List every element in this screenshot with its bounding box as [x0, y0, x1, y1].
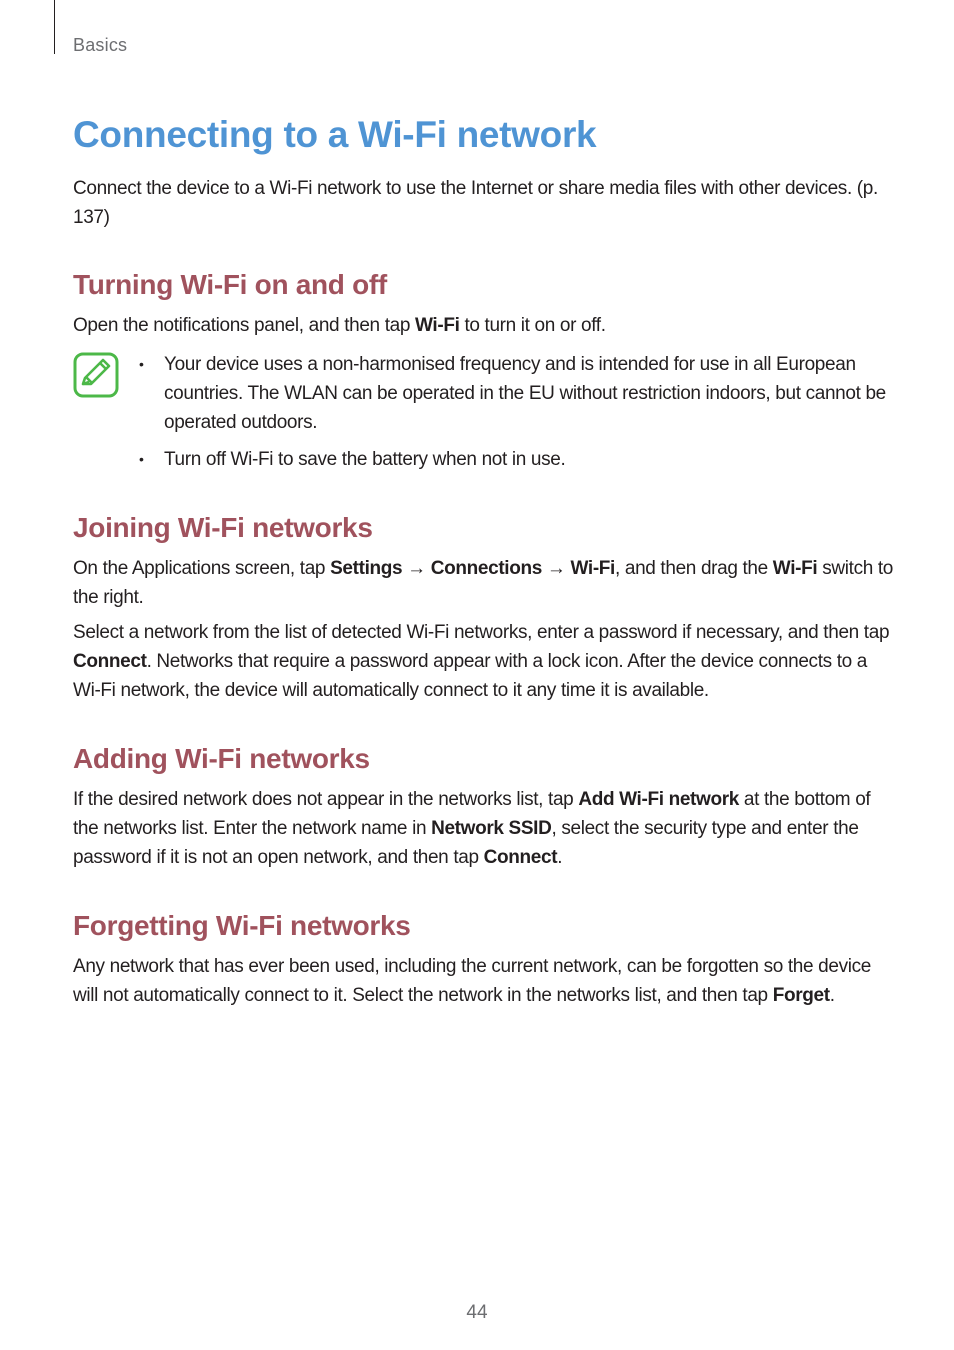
- forgetting-paragraph: [73, 952, 893, 1010]
- text-run: If the desired network does not appear in the networks list, tap: [73, 789, 579, 810]
- ui-term-add-wifi-network: Add Wi-Fi network: [578, 789, 739, 810]
- page-content: [73, 110, 893, 1010]
- ui-term-connect: Connect: [483, 847, 558, 868]
- note-item: [139, 445, 893, 474]
- page-title: Connecting to a Wi-Fi network: [73, 114, 597, 155]
- note-item-text: Turn off Wi-Fi to save the battery when not in use.: [164, 449, 566, 470]
- ui-term-forget: Forget: [772, 985, 830, 1006]
- text-run: Open the notifications panel, and then tap: [73, 315, 415, 336]
- text-run: . Networks that require a password appear with a lock icon. After the device connects to a Wi-Fi network, the device will automatically connect to it any time it is available.: [73, 651, 868, 701]
- joining-paragraph-2: [73, 618, 893, 705]
- ui-term-settings: Settings: [330, 558, 403, 579]
- section-heading-forgetting: Forgetting Wi-Fi networks: [73, 910, 411, 941]
- section-turning-wifi: [73, 267, 893, 474]
- bullet-glyph: •: [139, 451, 144, 467]
- bullet-glyph: •: [139, 356, 144, 372]
- note-item: [139, 350, 893, 437]
- ui-term-wifi: Wi-Fi: [772, 558, 818, 579]
- section-forgetting-wifi: [73, 908, 893, 1010]
- note-pencil-icon: [73, 352, 119, 398]
- arrow-separator: →: [402, 558, 431, 579]
- text-run: switch to the right.: [73, 558, 894, 608]
- note-box: [73, 350, 893, 474]
- ui-term-connections: Connections: [430, 558, 542, 579]
- page-edge-rule: [54, 0, 55, 54]
- turning-paragraph: [73, 311, 893, 340]
- text-run: Any network that has ever been used, including the current network, can be forgotten so the device will not automatically connect to it. Select the network in the networks list, and then tap: [73, 956, 871, 1006]
- intro-paragraph: Connect the device to a Wi-Fi network to use the Internet or share media files with other devices. (p. 137): [73, 178, 878, 228]
- ui-term-wifi: Wi-Fi: [415, 315, 460, 336]
- text-run: On the Applications screen, tap: [73, 558, 331, 579]
- text-run: , and then drag the: [615, 558, 773, 579]
- text-run: at the bottom of the networks list. Enter the network name in: [73, 789, 871, 839]
- ui-term-network-ssid: Network SSID: [431, 818, 552, 839]
- text-run: Select a network from the list of detected Wi-Fi networks, enter a password if necessary, and then tap: [73, 622, 890, 643]
- text-run: to turn it on or off.: [459, 315, 606, 336]
- adding-paragraph: [73, 785, 893, 872]
- arrow-separator: →: [541, 558, 571, 579]
- ui-term-wifi: Wi-Fi: [570, 558, 615, 579]
- section-heading-adding: Adding Wi-Fi networks: [73, 743, 370, 774]
- note-item-text: Your device uses a non-harmonised frequency and is intended for use in all European countries. The WLAN can be operated in the EU without restriction indoors, but cannot be operated outdoors.: [164, 354, 886, 433]
- page-number: 44: [466, 1302, 488, 1323]
- note-list: [73, 350, 893, 474]
- text-run: , select the security type and enter the password if it is not an open network, and then tap: [73, 818, 859, 868]
- section-joining-wifi: [73, 510, 893, 705]
- text-run: .: [829, 985, 835, 1006]
- section-heading-joining: Joining Wi-Fi networks: [73, 512, 373, 543]
- ui-term-connect: Connect: [73, 651, 147, 672]
- text-run: .: [557, 847, 563, 868]
- section-heading-turning: Turning Wi-Fi on and off: [73, 269, 387, 300]
- section-adding-wifi: [73, 741, 893, 872]
- running-header: Basics: [73, 35, 128, 55]
- joining-paragraph-1: [73, 554, 893, 612]
